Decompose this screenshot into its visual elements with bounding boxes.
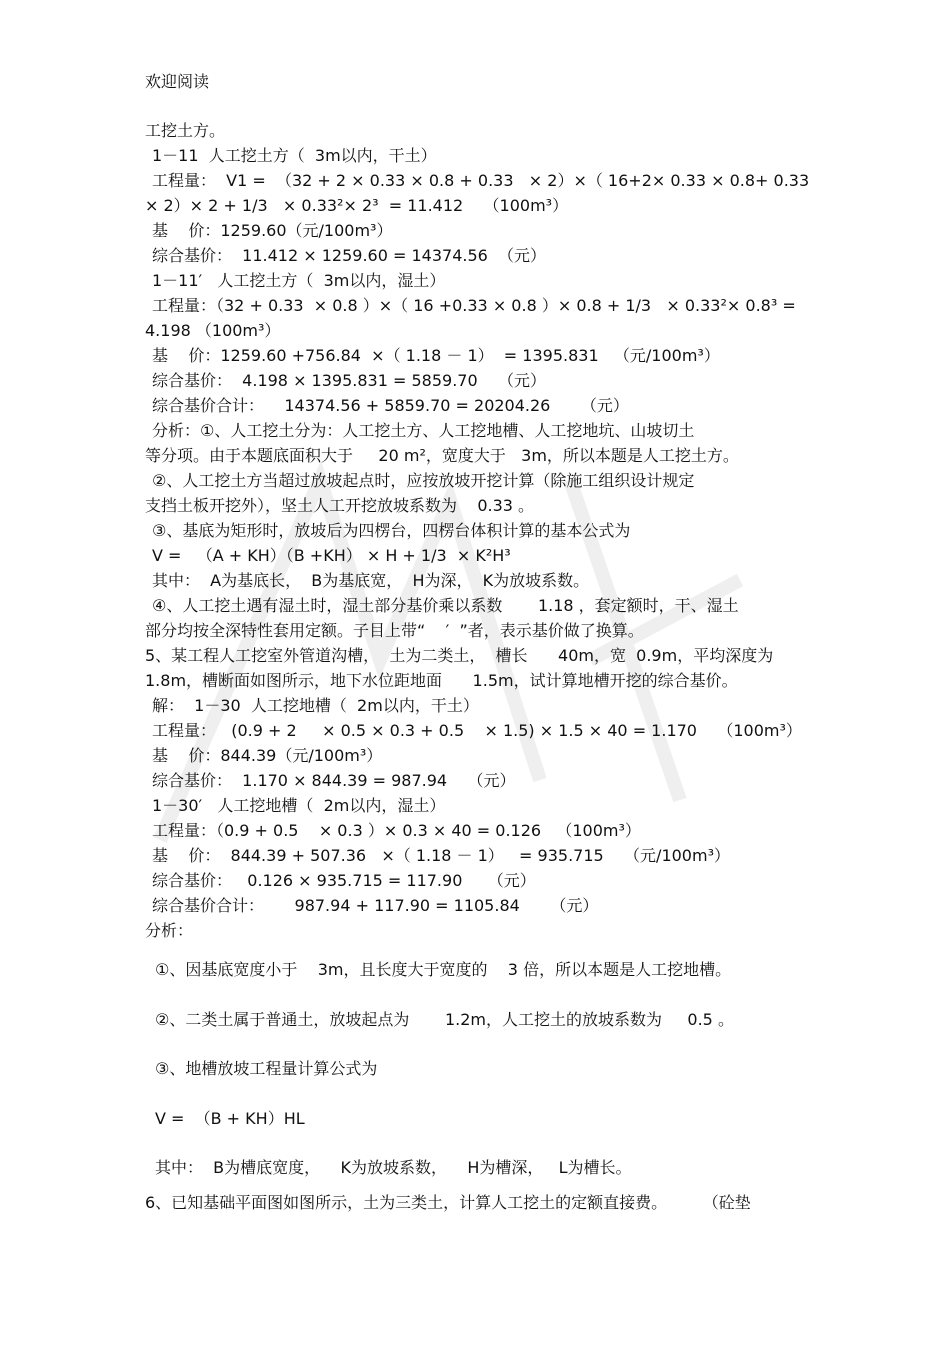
text-line: 工程量： V1 = （32 + 2 × 0.33 × 0.8 + 0.33 × 2）×（ 16+2× 0.33 × 0.8+ 0.33	[152, 171, 810, 190]
text-line: 其中： A为基底长， B为基底宽， H为深， K为放坡系数。	[152, 571, 590, 590]
text-line: V = （A + KH）（B +KH） × H + 1/3 × K²H³	[152, 546, 511, 565]
text-line: 基 价： 844.39 + 507.36 ×（ 1.18 － 1） = 935.715 （元/100m³）	[152, 846, 730, 865]
text-line: ④、人工挖土遇有湿土时，湿土部分基价乘以系数 1.18 ，套定额时，干、湿土	[152, 596, 739, 615]
text-line: 工程量：（0.9 + 0.5 × 0.3 ）× 0.3 × 40 = 0.126 （100m³）	[152, 821, 641, 840]
text-line: 1－11 人工挖土方（ 3m以内，干土）	[152, 146, 437, 165]
text-line: ③、地槽放坡工程量计算公式为	[155, 1059, 378, 1078]
text-line: 1－11′ 人工挖土方（ 3m以内，湿土）	[152, 271, 446, 290]
text-line: 解： 1－30 人工挖地槽（ 2m以内，干土）	[152, 696, 479, 715]
text-line: 基 价：1259.60 +756.84 ×（ 1.18 － 1） = 1395.831 （元/100m³）	[152, 346, 720, 365]
text-line: ③、基底为矩形时，放坡后为四楞台，四楞台体积计算的基本公式为	[152, 521, 631, 540]
text-line: 综合基价： 11.412 × 1259.60 = 14374.56 （元）	[152, 246, 546, 265]
text-line: 基 价：1259.60（元/100m³）	[152, 221, 393, 240]
text-line: 基 价：844.39（元/100m³）	[152, 746, 383, 765]
text-line: 等分项。由于本题底面积大于 20 m²，宽度大于 3m，所以本题是人工挖土方。	[145, 446, 739, 465]
page-header: 欢迎阅读	[145, 72, 210, 91]
text-line: 综合基价： 0.126 × 935.715 = 117.90 （元）	[152, 871, 536, 890]
text-line: 5、某工程人工挖室外管道沟槽， 土为二类土， 槽长 40m，宽 0.9m，平均深度为	[145, 646, 774, 665]
text-line: 分析：	[145, 921, 194, 940]
text-line: 综合基价： 1.170 × 844.39 = 987.94 （元）	[152, 771, 516, 790]
text-line: ②、人工挖土方当超过放坡起点时，应按放坡开挖计算（除施工组织设计规定	[152, 471, 695, 490]
text-line: 1－30′ 人工挖地槽（ 2m以内，湿土）	[152, 796, 446, 815]
text-line: 其中： B为槽底宽度， K为放坡系数， H为槽深， L为槽长。	[155, 1158, 632, 1177]
text-line: 4.198 （100m³）	[145, 321, 281, 340]
text-line: 综合基价： 4.198 × 1395.831 = 5859.70 （元）	[152, 371, 546, 390]
text-line: 支挡土板开挖外），坚土人工开挖放坡系数为 0.33 。	[145, 496, 535, 515]
text-line: 工程量： (0.9 + 2 × 0.5 × 0.3 + 0.5 × 1.5) × 1.5 × 40 = 1.170 （100m³）	[152, 721, 802, 740]
text-line: ②、二类土属于普通土，放坡起点为 1.2m，人工挖土的放坡系数为 0.5 。	[155, 1010, 734, 1029]
text-line: 综合基价合计： 987.94 + 117.90 = 1105.84 （元）	[152, 896, 599, 915]
text-line: × 2）× 2 + 1/3 × 0.33²× 2³ = 11.412 （100m³）	[145, 196, 569, 215]
text-line: 工挖土方。	[145, 121, 226, 140]
text-line: 部分均按全深特性套用定额。子目上带“ ′ ”者，表示基价做了换算。	[145, 621, 644, 640]
text-line: 6、已知基础平面图如图所示，土为三类土，计算人工挖土的定额直接费。 （砼垫	[145, 1193, 751, 1212]
text-line: 综合基价合计： 14374.56 + 5859.70 = 20204.26 （元）	[152, 396, 629, 415]
text-line: 1.8m，槽断面如图所示，地下水位距地面 1.5m，试计算地槽开挖的综合基价。	[145, 671, 738, 690]
text-line: V = （B + KH）HL	[155, 1109, 305, 1128]
text-line: 分析：①、人工挖土分为：人工挖土方、人工挖地槽、人工挖地坑、山坡切土	[152, 421, 695, 440]
text-line: ①、因基底宽度小于 3m，且长度大于宽度的 3 倍，所以本题是人工挖地槽。	[155, 960, 732, 979]
text-line: 工程量：（32 + 0.33 × 0.8 ）×（ 16 +0.33 × 0.8 ）× 0.8 + 1/3 × 0.33²× 0.8³ =	[152, 296, 796, 315]
